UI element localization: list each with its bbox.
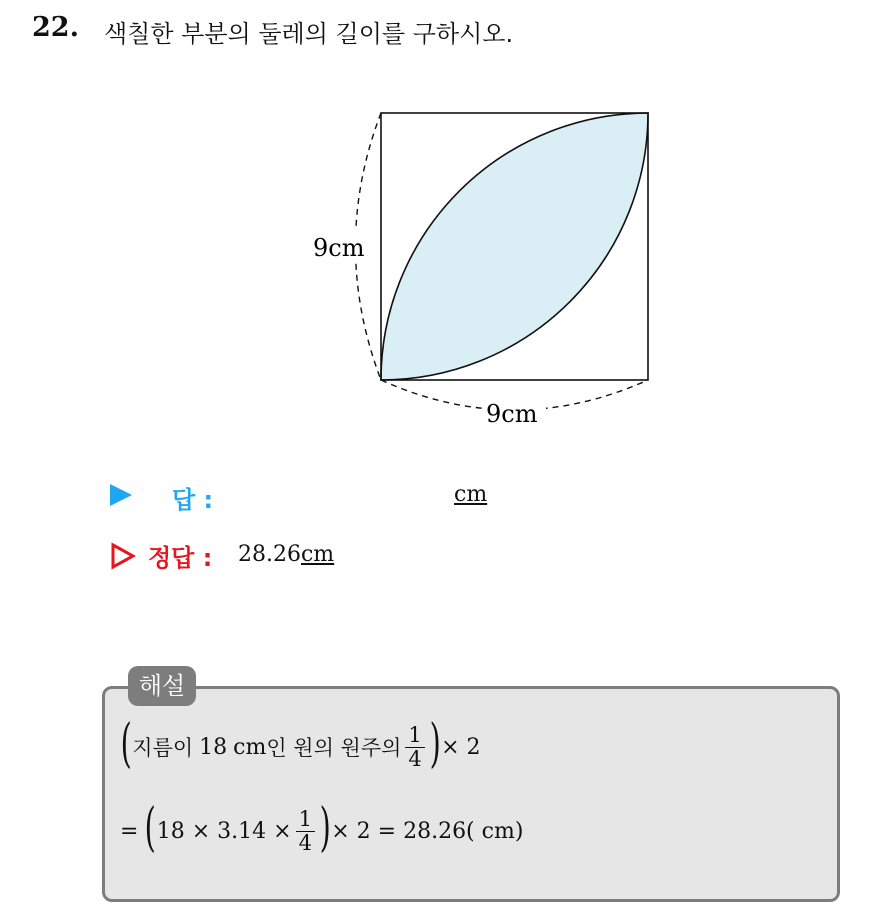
play-triangle-icon	[110, 484, 132, 506]
line2-frac-den: 4	[298, 830, 312, 855]
shaded-lens	[381, 113, 648, 380]
right-paren: )	[319, 798, 331, 858]
question-number: 22.	[32, 12, 79, 43]
line1-tail: × 2	[441, 734, 481, 760]
answer-label: 답 :	[172, 486, 214, 514]
line1-frac-num: 1	[405, 724, 424, 747]
correct-value-group	[238, 542, 334, 567]
left-paren: (	[145, 798, 157, 858]
line1-text-b: 인 원의 원주의	[266, 736, 402, 760]
line2-lead: =	[120, 818, 139, 844]
right-paren: )	[429, 714, 441, 774]
outline-triangle-icon	[110, 542, 136, 570]
correct-answer-row	[108, 536, 508, 576]
answer-row	[108, 478, 508, 514]
line1-unit: cm	[233, 734, 267, 760]
correct-label: 정답 :	[148, 544, 213, 572]
explanation-tab: 해설	[128, 666, 196, 706]
question-text: 색칠한 부분의 둘레의 길이를 구하시오.	[104, 20, 514, 48]
correct-value: 28.26	[238, 542, 301, 567]
line2-frac-num: 1	[296, 808, 315, 831]
correct-unit: cm	[300, 542, 335, 567]
line2-fraction	[296, 808, 315, 853]
line1-frac-den: 4	[408, 746, 422, 771]
side-label-bottom: 9cm	[486, 400, 538, 428]
left-paren: (	[120, 714, 132, 774]
line1-num: 18	[199, 734, 228, 760]
answer-unit: cm	[454, 482, 488, 507]
explanation-line-1	[120, 712, 481, 782]
line1-text-a: 지름이	[132, 736, 194, 760]
line2-tail: × 2 = 28.26( cm)	[331, 818, 524, 844]
explanation-line-2	[120, 796, 523, 866]
line2-expr: 18 × 3.14 ×	[156, 818, 292, 844]
line1-fraction	[405, 724, 424, 769]
side-label-left: 9cm	[313, 234, 365, 262]
